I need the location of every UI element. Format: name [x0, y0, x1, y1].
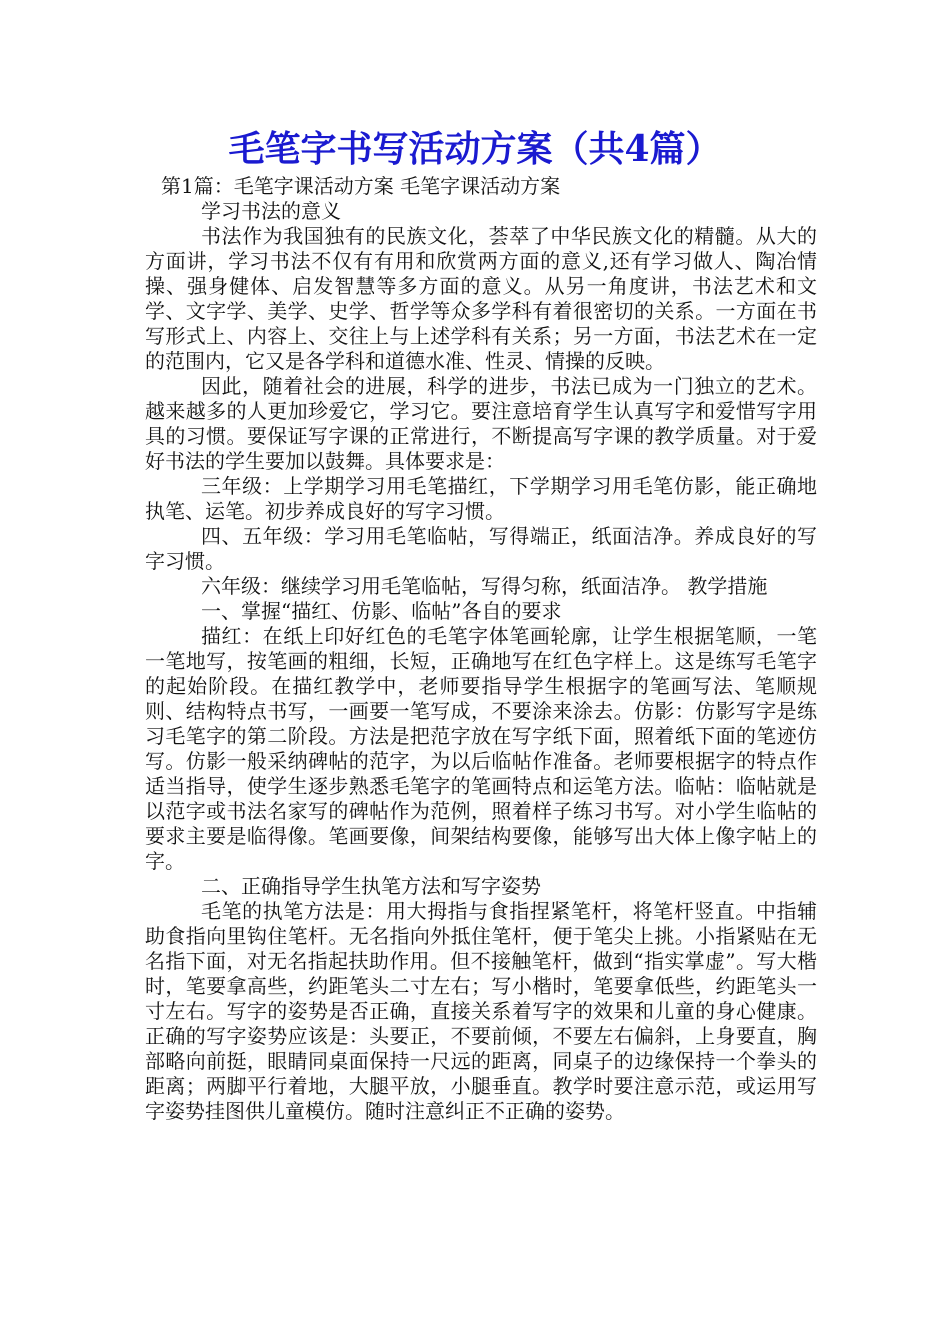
section-subtitle: 第1篇：毛笔字课活动方案 毛笔字课活动方案: [161, 174, 561, 198]
paragraph: 描红：在纸上印好红色的毛笔字体笔画轮廓，让学生根据笔顺，一笔一笔地写，按笔画的粗细，长短，正确地写在红色字样上。这是练写毛笔字的起始阶段。在描红教学中，老师要指导学生根据字的笔画写法、笔顺规则、结构特点书写，一画要一笔写成，不要涂来涂去。仿影：仿影写字是练习毛笔字的第二阶段。方法是把范字放在写字纸下面，照着纸下面的笔迹仿写。仿影一般采纳碑帖的范字，为以后临帖作准备。老师要根据字的特点作适当指导，使学生逐步熟悉毛笔字的笔画特点和运笔方法。临帖：临帖就是以范字或书法名家写的碑帖作为范例，照着样子练习书写。对小学生临帖的要求主要是临得像。笔画要像，间架结构要像，能够写出大体上像字帖上的字。: [145, 624, 817, 873]
section-heading-requirements: 一、掌握“描红、仿影、临帖”各自的要求: [201, 599, 562, 623]
paragraph: 三年级：上学期学习用毛笔描红，下学期学习用毛笔仿影，能正确地执笔、运笔。初步养成良好的写字习惯。: [145, 474, 817, 523]
paragraph: 四、五年级：学习用毛笔临帖，写得端正，纸面洁净。养成良好的写字习惯。: [145, 524, 817, 573]
paragraph: 因此，随着社会的进展，科学的进步，书法已成为一门独立的艺术。越来越多的人更加珍爱它，学习它。要注意培育学生认真写字和爱惜写字用具的习惯。要保证写字课的正常进行，不断提高写字课的教学质量。对于爱好书法的学生要加以鼓舞。具体要求是：: [145, 374, 817, 473]
paragraph: 书法作为我国独有的民族文化，荟萃了中华民族文化的精髓。从大的方面讲，学习书法不仅有有用和欣赏两方面的意义,还有学习做人、陶冶情操、强身健体、启发智慧等多方面的意义。从另一角度讲，书法艺术和文学、文字学、美学、史学、哲学等众多学科有着很密切的关系。一方面在书写形式上、内容上、交往上与上述学科有关系；另一方面，书法艺术在一定的范围内，它又是各学科和道德水准、性灵、情操的反映。: [145, 224, 817, 373]
section-heading-meaning: 学习书法的意义: [201, 199, 341, 223]
document-title: 毛笔字书写活动方案（共4篇）: [228, 128, 722, 170]
paragraph: 六年级：继续学习用毛笔临帖，写得匀称，纸面洁净。 教学措施: [201, 574, 768, 598]
paragraph: 毛笔的执笔方法是：用大拇指与食指捏紧笔杆，将笔杆竖直。中指辅助食指向里钩住笔杆。无名指向外抵住笔杆，便于笔尖上挑。小指紧贴在无名指下面，对无名指起扶助作用。但不接触笔杆，做到“指实掌虚”。写大楷时，笔要拿高些，约距笔头二寸左右；写小楷时，笔要拿低些，约距笔头一寸左右。写字的姿势是否正确，直接关系着写字的效果和儿童的身心健康。正确的写字姿势应该是：头要正，不要前倾，不要左右偏斜，上身要直，胸部略向前挺，眼睛同桌面保持一尺远的距离，同桌子的边缘保持一个拳头的距离；两脚平行着地，大腿平放，小腿垂直。教学时要注意示范，或运用写字姿势挂图供儿童模仿。随时注意纠正不正确的姿势。: [145, 899, 817, 1123]
section-heading-posture: 二、正确指导学生执笔方法和写字姿势: [201, 874, 541, 898]
document-body: [145, 174, 817, 1124]
